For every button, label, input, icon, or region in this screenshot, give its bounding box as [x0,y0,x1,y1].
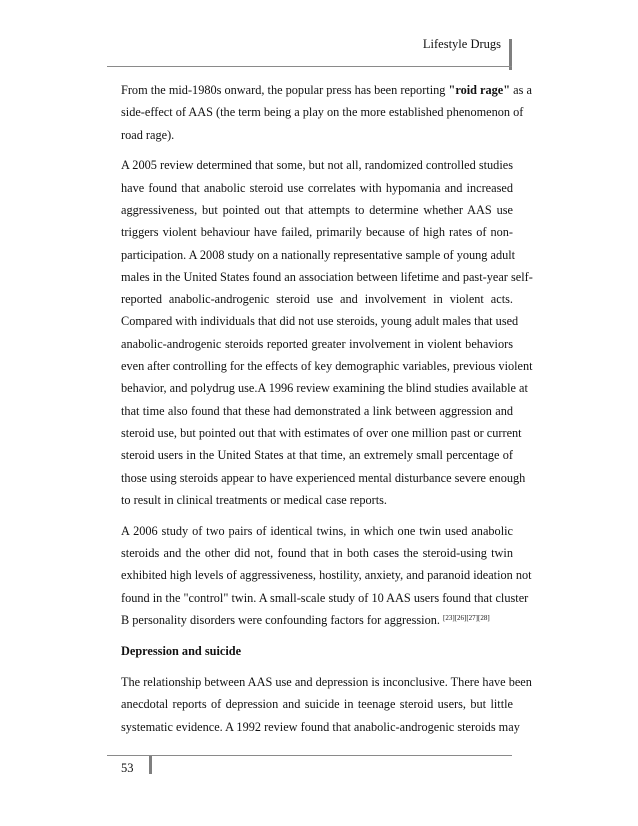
body-text [121,79,533,746]
text-line: Compared with individuals that did not use steroids, young adult males that used [121,314,519,329]
text-line: behavior, and polydrug use.A 1996 review examining the blind studies available at [121,381,528,396]
paragraph-roid-rage [121,79,532,146]
text-line: anecdotal reports of depression and suicide in teenage steroid users, but little [121,697,513,712]
section-heading: Depression and suicide [121,643,242,658]
text-line [121,609,513,631]
text-line: reported anabolic-androgenic steroid use and involvement in violent acts. [121,292,513,307]
text-line: to result in clinical treatments or medical case reports. [121,492,387,507]
text-line: found in the "control" twin. A small-scale study of 10 AAS users found that cluster [121,590,529,605]
text-line: have found that anabolic steroid use correlates with hypomania and increased [121,180,513,195]
paragraph-review-2005 [121,154,533,511]
text-run: as a [510,83,532,97]
text-line: steroids and the other did not, found that in both cases the steroid-using twin [121,545,513,560]
paragraph-twins-study [121,520,532,631]
text-line: A 2006 study of two pairs of identical twins, in which one twin used anabolic [121,523,513,538]
text-line: systematic evidence. A 1992 review found that anabolic-androgenic steroids may [121,719,520,734]
text-line: anabolic-androgenic steroids reported greater involvement in violent behaviors [121,336,513,351]
text-line: exhibited high levels of aggressiveness, hostility, anxiety, and paranoid ideation not [121,568,532,583]
footer-divider [107,755,512,756]
citation-references: [23][26][27][28] [443,613,490,622]
text-line: aggressiveness, but pointed out that attempts to determine whether AAS use [121,202,513,217]
running-header-title: Lifestyle Drugs [422,37,501,51]
text-run: B personality disorders were confounding factors for aggression. [121,612,444,627]
text-line: steroid users in the United States at that time, an extremely small percentage of [121,448,513,463]
bold-term: "roid rage" [448,83,511,97]
text-line: even after controlling for the effects of key demographic variables, previous violent [121,359,533,374]
text-line: males in the United States found an association between lifetime and past-year self- [121,269,533,284]
text-line: those using steroids appear to have experienced mental disturbance severe enough [121,470,526,485]
text-line: The relationship between AAS use and depression is inconclusive. There have been [121,674,532,689]
paragraph-depression [121,671,532,738]
text-line: triggers violent behaviour have failed, primarily because of high rates of non- [121,225,513,240]
text-line: that time also found that these had demonstrated a link between aggression and [121,403,513,418]
text-line: road rage). [121,127,175,142]
text-line: participation. A 2008 study on a nationally representative sample of young adult [121,247,516,262]
text-line: A 2005 review determined that some, but not all, randomized controlled studies [121,158,513,173]
text-line: steroid use, but pointed out that with estimates of over one million past or current [121,425,522,440]
text-run: From the mid-1980s onward, the popular press has been reporting [121,83,449,97]
page-number: 53 [121,761,134,775]
text-line [121,79,532,101]
footer-accent-bar [149,756,152,774]
text-line: side-effect of AAS (the term being a play on the more established phenomenon of [121,105,524,120]
header-divider [107,66,512,67]
